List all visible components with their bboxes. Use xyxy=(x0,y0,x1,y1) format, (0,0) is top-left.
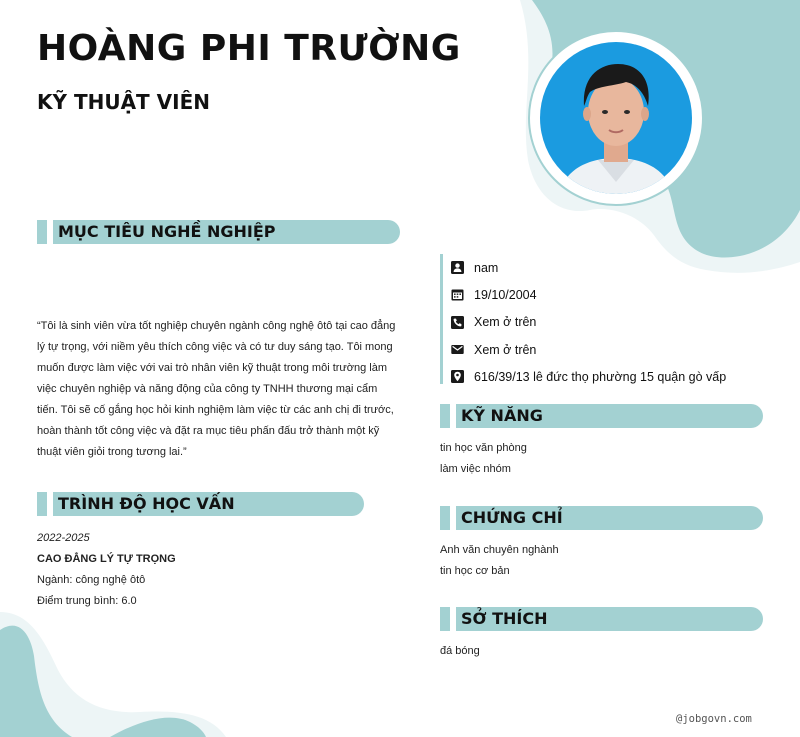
hobbies-list xyxy=(440,641,480,662)
section-heading-objective xyxy=(37,220,400,244)
heading-divider xyxy=(47,220,53,244)
skills-heading-label: KỸ NĂNG xyxy=(461,406,543,425)
calendar-icon xyxy=(451,288,464,301)
hobbies-heading-label: SỞ THÍCH xyxy=(461,609,548,628)
contact-email xyxy=(440,336,780,363)
bottom-left-blob-light xyxy=(0,612,226,737)
bottom-left-blob-inner xyxy=(110,718,206,737)
skills-list xyxy=(440,438,527,480)
heading-divider xyxy=(47,492,53,516)
education-major: Ngành: công nghệ ôtô xyxy=(37,574,146,586)
certificates-heading-label: CHỨNG CHỈ xyxy=(461,508,563,527)
list-item: đá bóng xyxy=(440,645,480,657)
list-item: Anh văn chuyên nghành xyxy=(440,544,559,556)
objective-heading-label: MỤC TIÊU NGHỀ NGHIỆP xyxy=(58,222,276,241)
section-heading-hobbies xyxy=(440,607,763,631)
contact-email-value: Xem ở trên xyxy=(474,342,537,357)
section-heading-skills xyxy=(440,404,763,428)
education-years: 2022-2025 xyxy=(37,532,90,544)
contact-address xyxy=(440,363,780,390)
candidate-name: HOÀNG PHI TRƯỜNG xyxy=(37,28,461,69)
education-entry xyxy=(37,528,397,612)
profile-photo xyxy=(540,42,692,194)
profile-photo-frame xyxy=(528,30,704,206)
contact-birthday xyxy=(440,281,780,308)
list-item: tin học văn phòng xyxy=(440,442,527,454)
contact-gender-value: nam xyxy=(474,260,499,275)
location-pin-icon xyxy=(451,370,464,383)
certificates-list xyxy=(440,540,559,582)
contact-address-value: 616/39/13 lê đức thọ phường 15 quận gò vấp xyxy=(474,369,727,384)
bottom-left-blob xyxy=(0,626,72,737)
contact-info xyxy=(440,254,780,390)
heading-divider xyxy=(450,506,456,530)
education-heading-label: TRÌNH ĐỘ HỌC VẤN xyxy=(58,494,235,513)
objective-text: “Tôi là sinh viên vừa tốt nghiệp chuyên ngành công nghệ ôtô tại cao đẳng lý tự trọng, với niềm yêu thích công việc và có tư duy sáng tạo. Tôi mong muốn được làm việc với vai trò nhân viên kỹ thuật trong môi trường làm việc chuyên nghiệp và năng động của công ty TNHH thương mại cẩm tiến. Tôi sẽ cố gắng học hỏi kinh nghiệm làm việc từ các anh chị đi trước, hoàn thành tốt công việc và đặt ra mục tiêu phấn đấu trở thành một kỹ thuật viên giỏi trong tương lai.” xyxy=(37,320,396,458)
contact-phone xyxy=(440,309,780,336)
section-heading-certificates xyxy=(440,506,763,530)
phone-icon xyxy=(451,316,464,329)
education-gpa: Điểm trung bình: 6.0 xyxy=(37,595,137,607)
watermark: @jobgovn.com xyxy=(676,713,752,725)
user-icon xyxy=(451,261,464,274)
education-school: CAO ĐẲNG LÝ TỰ TRỌNG xyxy=(37,553,176,565)
contact-gender xyxy=(440,254,780,281)
contact-phone-value: Xem ở trên xyxy=(474,315,537,330)
contact-birthday-value: 19/10/2004 xyxy=(474,287,537,302)
list-item: tin học cơ bản xyxy=(440,565,510,577)
mail-icon xyxy=(451,343,464,356)
portrait-illustration xyxy=(540,42,692,194)
list-item: làm việc nhóm xyxy=(440,463,511,475)
job-title: KỸ THUẬT VIÊN xyxy=(37,90,210,114)
section-heading-education xyxy=(37,492,364,516)
heading-divider xyxy=(450,404,456,428)
heading-divider xyxy=(450,607,456,631)
